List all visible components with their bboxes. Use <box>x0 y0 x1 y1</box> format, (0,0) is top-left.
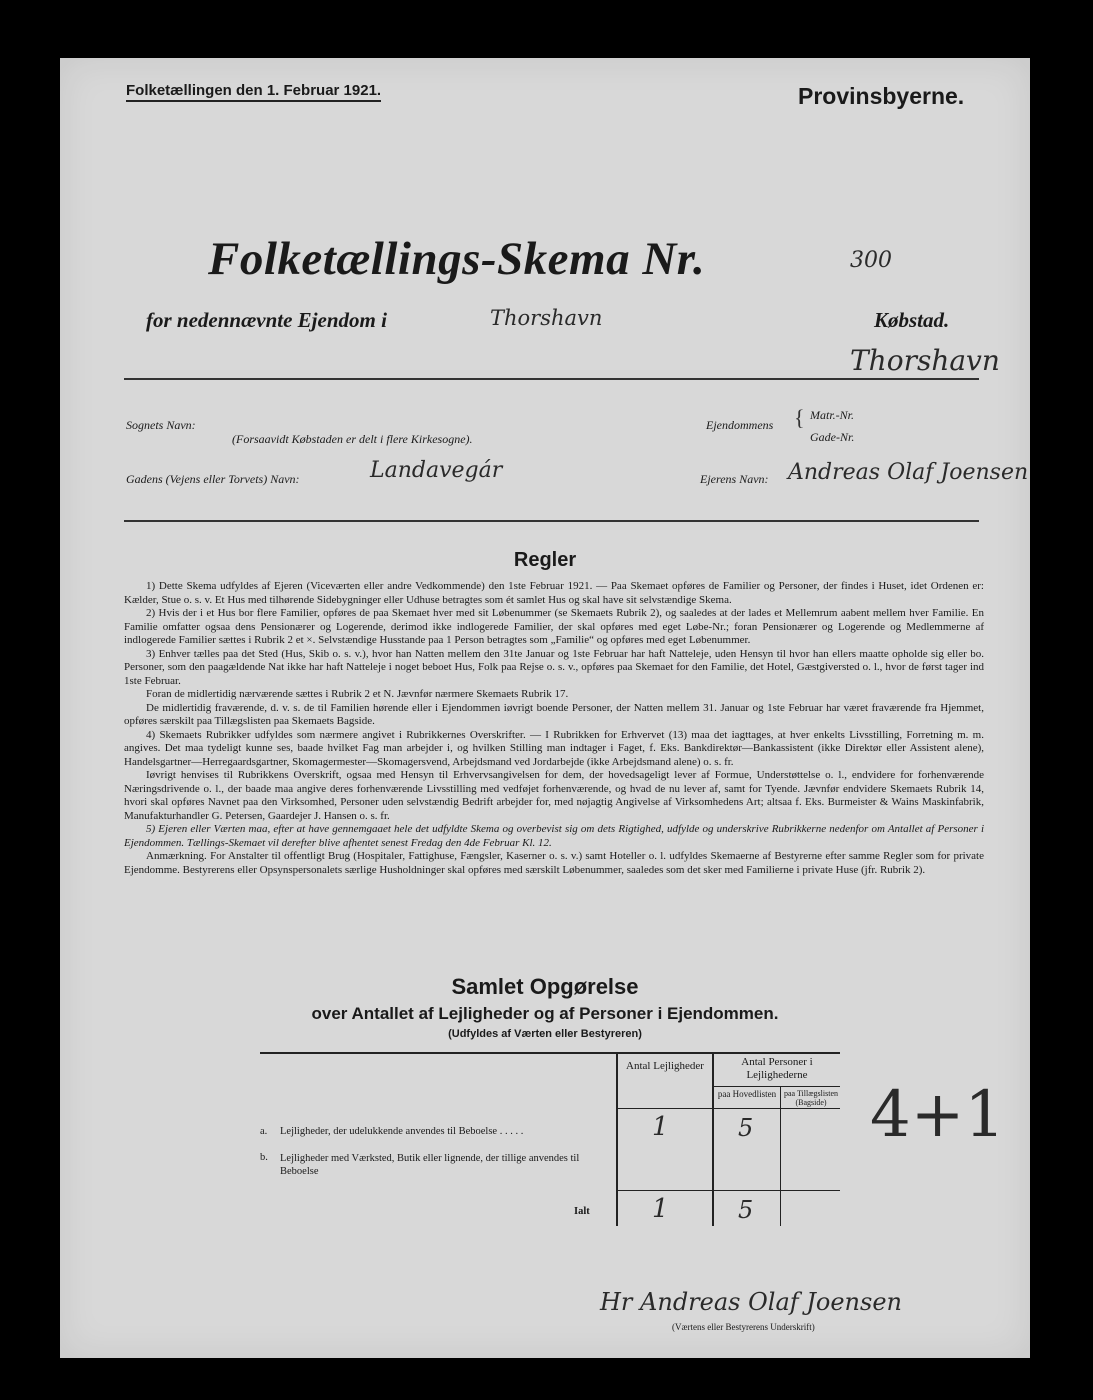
rules-heading: Regler <box>513 549 577 571</box>
parish-label: Sognets Navn: <box>126 418 196 432</box>
rule-1: 1) Dette Skema udfyldes af Ejeren (Viceværten eller andre Vedkommende) den 1ste Februar 1921. — Paa Skemaet opføres de Familier og Personer, der findes i Huset, idet Ordenen er: Kælder, Stue o. s. v. Et Hus med tilhørende Sidebygninger eller Udhuse betragtes som ét samlet Hus og skal have sit selvstændige Skema. <box>124 580 984 606</box>
col-personer-header: Antal Personer i Lejlighederne <box>741 1056 813 1081</box>
rule-3c: De midlertidig fraværende, d. v. s. de til Familien hørende eller i Ejendommen iøvrigt boende Personer, der Natten mellem 31. Januar og 1ste Februar har været fraværende fra Hjemmet, opføres særskilt paa Tillægslisten paa Skemaets Bagside. <box>124 701 984 727</box>
row-a-antal: 1 <box>652 1112 669 1142</box>
summary-title: Samlet Opgørelse <box>451 974 639 999</box>
row-a-text: Lejligheder, der udelukkende anvendes til Beboelse . . . . . <box>280 1126 524 1137</box>
owner-label: Ejerens Navn: <box>700 472 769 486</box>
town-handwritten: Thorshavn <box>490 306 603 330</box>
divider-mid <box>124 520 979 522</box>
divider-top <box>124 378 979 380</box>
census-title: Folketællingen den 1. Februar 1921. <box>126 82 381 102</box>
town-handwritten-2: Thorshavn <box>850 344 1000 377</box>
matr-label: Matr.-Nr. <box>810 408 855 422</box>
rule-5: 5) Ejeren eller Værten maa, efter at have gennemgaaet hele det udfyldte Skema og overbevist sig om dets Rigtighed, udfylde og underskrive Rubrikkerne nedenfor om Antallet af Personer i Ejendommen. Tællings-Skemaet vil derefter blive afhentet senest Fredag den 4de Februar Kl. 12. <box>124 823 984 849</box>
margin-note: 4+1 <box>870 1078 1006 1152</box>
row-b-text: Lejligheder med Værksted, Butik eller lignende, der tillige anvendes til Beboelse <box>280 1153 580 1177</box>
parish-note: (Forsaavidt Købstaden er delt i flere Kirkesogne). <box>232 432 473 446</box>
street-label: Gadens (Vejens eller Torvets) Navn: <box>126 472 300 486</box>
property-prefix: for nedennævnte Ejendom i <box>146 308 387 332</box>
street-value: Landavegár <box>370 458 503 483</box>
census-form-page <box>60 58 1030 1358</box>
summary-table <box>260 1052 840 1226</box>
col-hoved-header: paa Hovedlisten <box>717 1089 777 1099</box>
row-a-hoved: 5 <box>738 1114 754 1142</box>
signature-name: Hr Andreas Olaf Joensen <box>600 1288 902 1316</box>
signature-caption: (Værtens eller Bestyrerens Underskrift) <box>672 1322 815 1332</box>
col-tillaeg-header: paa Tillægslisten (Bagside) <box>783 1089 838 1107</box>
total-antal: 1 <box>652 1194 669 1224</box>
total-hoved: 5 <box>738 1196 754 1224</box>
summary-note: (Udfyldes af Værten eller Bestyreren) <box>448 1028 642 1040</box>
brace-icon: { <box>794 405 805 430</box>
form-number: 300 <box>850 248 892 273</box>
region-label: Provinsbyerne. <box>798 83 965 109</box>
rules-body <box>124 580 984 877</box>
gade-label: Gade-Nr. <box>810 430 855 444</box>
summary-subtitle: over Antallet af Lejligheder og af Personer i Ejendommen. <box>311 1004 779 1023</box>
rule-2: 2) Hvis der i et Hus bor flere Familier, opføres de paa Skemaet hver med sit Løbenummer (se Skemaets Rubrik 2), og saaledes at der lades et Mellemrum aabent mellem hver Familie. En Familie omfatter ogsaa dens Pensionærer og Logerende, derimod ikke indlogerede Familier, der skal opføres med eget Løbe-Nr.; foran Pensionærer og Logerende og Medlemmerne af indlogerede Familier sættes i Rubrik 2 et ×. Selvstændige Husstande paa 1 Person betragtes som „Familie“ og opføres med eget Løbenummer. <box>124 607 984 646</box>
row-b-label: b. <box>260 1152 268 1163</box>
col-antal-header: Antal Lejligheder <box>626 1060 704 1072</box>
rule-3b: Foran de midlertidig nærværende sættes i Rubrik 2 et N. Jævnfør nærmere Skemaets Rubrik 17. <box>146 688 569 700</box>
row-a-label: a. <box>260 1126 268 1137</box>
owner-value: Andreas Olaf Joensen <box>788 460 1029 485</box>
total-label: Ialt <box>574 1206 590 1217</box>
kobstad-label: Købstad. <box>874 308 950 332</box>
form-title: Folketællings-Skema Nr. <box>208 233 706 285</box>
rule-4: 4) Skemaets Rubrikker udfyldes som nærmere angivet i Rubrikkernes Overskrifter. — I Rubrikken for Erhvervet (13) maa det iagttages, at hver enkelts Livsstilling, Forretning m. m. angives. Det maa tydeligt kunne ses, baade hvilket Fag man arbejder i, og hvilken Stilling man indtager i Faget, f. Eks. Bankdirektør—Bankassistent (ikke Direktør eller Assistent alene), Handelsgartner—Herregaardsgartner, Skomagermester—Skomagersvend, Arbejdsmand ved Jordarbejde (ikke Arbejdsmand alene) o. s. fr. <box>124 728 984 768</box>
rule-3: 3) Enhver tælles paa det Sted (Hus, Skib o. s. v.), hvor han Natten mellem den 31te Januar og 1ste Februar har haft Natteleje, uden Hensyn til hvor han ellers maatte opholde sig eller bo. Personer, som den paagældende Nat ikke har haft Natteleje i noget beboet Hus, Folk paa Rejse o. s. v., opføres paa Skemaet for den Familie, det Hotel, Gæstgiversted o. l., hvor de først tager ind 1ste Februar. <box>124 647 984 687</box>
rule-4b: Iøvrigt henvises til Rubrikkens Overskrift, ogsaa med Hensyn til Erhvervsangivelsen for dem, der hovedsageligt lever af Formue, Understøttelse o. l., endvidere for forhenværende Næringsdrivende o. l., der baade maa angive deres forhenværende Livsstilling med vedføjet forhenværende, og hvad de nu lever af, samt for Tyende. Jævnfør endvidere Skemaets Rubrik 14, hvori skal opføres Navnet paa den Virksomhed, Personer uden selvstændig Bedrift arbejder for, med nøjagtig Angivelse af Virksomhedens Art; altsaa f. Eks. Burmeister & Wains Maskinfabrik, Manufakturhandler G. Petersen, Gaardejer J. Hansen o. s. fr. <box>124 769 984 822</box>
rule-note: Anmærkning. For Anstalter til offentligt Brug (Hospitaler, Fattighuse, Fængsler, Kaserner o. s. v.) samt Hoteller o. l. udfyldes Skemaerne af Bestyrerne efter samme Regler som for private Ejendomme. Bestyrerens eller Opsynspersonalets særlige Husholdninger skal opføres med særskilt Løbenummer, saaledes som det sker med Familierne i private Huse (jfr. Rubrik 2). <box>124 850 984 876</box>
property-label: Ejendommens <box>706 418 774 432</box>
